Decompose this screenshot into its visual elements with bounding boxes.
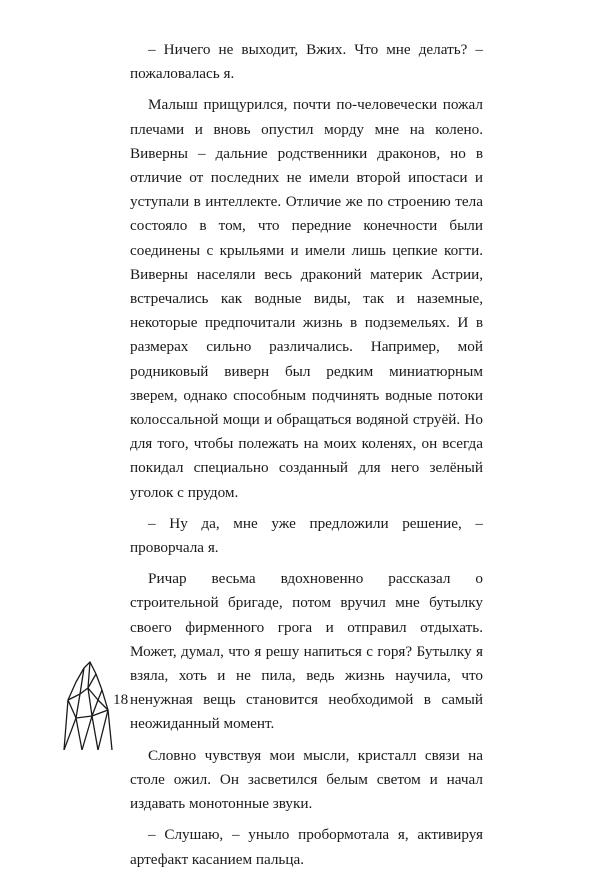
crystal-ornament-icon: [62, 660, 114, 750]
paragraph-2: Малыш прищурился, почти по-человечески пожал плечами и вновь опустил морду мне на колено. Виверны – дальние родственники драконов, но в отличие от последних не имели второй ипостаси и уступали в интеллекте. Отличие же по строению тела состояло в том, что передние конечности были соединены с крыльями и имели лишь цепкие когти. Виверны населяли весь драконий материк Астрии, встречались как водные виды, так и наземные, некоторые предпочитали жизнь в подземельях. И в размерах сильно различались. Например, мой родниковый виверн был редким миниатюрным зверем, однако способным подчинять водные потоки колоссальной мощи и обращаться водяной струёй. Но для того, чтобы полежать на моих коленях, он всегда покидал специально созданный для него зелёный уголок с прудом.: [130, 96, 483, 501]
body-text: [130, 38, 483, 872]
paragraph-6: – Слушаю, – уныло пробормотала я, активируя артефакт касанием пальца.: [130, 826, 483, 868]
paragraph-1: – Ничего не выходит, Вжих. Что мне делать? – пожаловалась я.: [130, 41, 483, 83]
paragraph-5: Словно чувствуя мои мысли, кристалл связи на столе ожил. Он засветился белым светом и начал издавать монотонные звуки.: [130, 746, 483, 813]
paragraph-4: Ричар весьма вдохновенно рассказал о строительной бригаде, потом вручил мне бутылку своего фирменного грога и отправил отдыхать. Может, думал, что я решу напиться с горя? Бутылку я взяла, хоть и не пила, ведь жизнь научила, что ненужная вещь становится необходимой в самый неожиданный момент.: [130, 570, 483, 733]
paragraph-3: – Ну да, мне уже предложили решение, – проворчала я.: [130, 514, 483, 557]
page-number: 18: [113, 691, 129, 708]
